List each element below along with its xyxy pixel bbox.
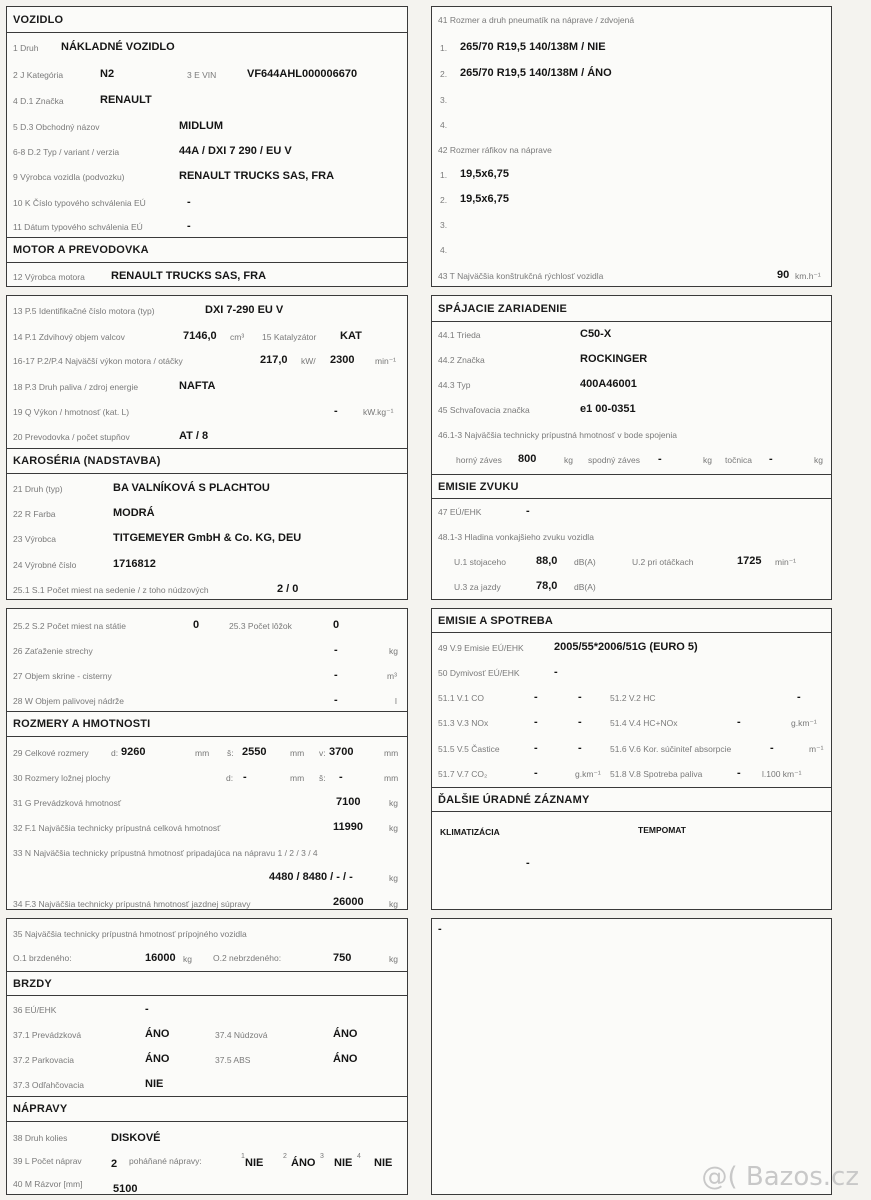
unit-kg-o2: kg (389, 954, 398, 964)
value-brzdy-euehk: - (145, 1003, 149, 1015)
value-lozka: 0 (333, 619, 340, 631)
unit-m3: m³ (387, 671, 397, 681)
rafik-2-num: 2. (440, 195, 448, 205)
naprava-2-num: 2 (283, 1153, 287, 1160)
naprava-4-num: 4 (357, 1153, 361, 1160)
unit-mm-3: mm (384, 748, 399, 758)
value-tocnica: - (769, 453, 773, 465)
label-51-4: 51.4 V.4 HC+NOx (610, 718, 678, 728)
motor-prevodovka-header: MOTOR A PREVODOVKA (7, 237, 407, 263)
label-42: 42 Rozmer ráfikov na náprave (438, 145, 552, 155)
label-51-5: 51.5 V.5 Častice (438, 744, 500, 754)
unit-kg-tc: kg (814, 455, 823, 465)
label-u3: U.3 za jazdy (454, 582, 501, 592)
label-49: 49 V.9 Emisie EÚ/EHK (438, 643, 524, 653)
value-druh-kolies: DISKOVÉ (111, 1132, 161, 1144)
label-29-s: š: (227, 748, 234, 758)
label-15: 15 Katalyzátor (262, 332, 317, 342)
unit-kg-hz: kg (564, 455, 573, 465)
label-31: 31 G Prevádzková hmotnosť (13, 798, 122, 808)
value-znacka: RENAULT (100, 94, 152, 106)
zaznam-klimatizacia: KLIMATIZÁCIA (440, 827, 500, 837)
value-otacky: 2300 (330, 354, 355, 366)
unit-mm-5: mm (384, 773, 399, 783)
napravy-header: NÁPRAVY (7, 1096, 407, 1122)
vozidlo-panel (6, 6, 408, 287)
label-28: 28 W Objem palivovej nádrže (13, 696, 125, 706)
zvuk-header: EMISIE ZVUKU (432, 474, 831, 499)
label-29-v: v: (319, 748, 326, 758)
label-9: 9 Výrobca vozidla (podvozku) (13, 172, 125, 182)
rozmery-panel (6, 608, 408, 910)
value-lozna-sirka: - (339, 771, 343, 783)
value-hcnox: - (737, 716, 741, 728)
label-4: 4 D.1 Značka (13, 96, 64, 106)
unit-mm-2: mm (290, 748, 305, 758)
value-nadrz: - (334, 694, 338, 706)
label-19: 19 Q Výkon / hmotnosť (kat. L) (13, 407, 130, 417)
value-vyrobca-motora: RENAULT TRUCKS SAS, FRA (111, 270, 267, 282)
unit-nox: - (578, 716, 582, 728)
value-naprava-1: NIE (245, 1157, 264, 1169)
naprava-1-num: 1 (241, 1153, 245, 1160)
unit-kg-32: kg (389, 823, 398, 833)
empty-panel (431, 918, 832, 1195)
unit-l: l (395, 696, 397, 706)
value-farba: MODRÁ (113, 507, 155, 519)
label-39: 39 L Počet náprav (13, 1156, 82, 1166)
label-16: 16-17 P.2/P.4 Najväčší výkon motora / otáčky (13, 356, 183, 366)
label-44-1: 44.1 Trieda (438, 330, 481, 340)
rafik-3-num: 3. (440, 220, 448, 230)
unit-dba-1: dB(A) (574, 557, 596, 567)
label-o2: O.2 nebrzdeného: (213, 953, 282, 963)
value-karoseria-vyrobca: TITGEMEYER GmbH & Co. KG, DEU (113, 532, 302, 544)
label-26: 26 Zaťaženie strechy (13, 646, 93, 656)
value-obchodny-nazov: MIDLUM (179, 120, 223, 132)
unit-dba-2: dB(A) (574, 582, 596, 592)
label-34: 34 F.3 Najväčšia technicky prípustná hmotnosť jazdnej súpravy (13, 899, 251, 909)
value-miesta-statie: 0 (193, 619, 200, 631)
value-trieda: C50-X (580, 328, 612, 340)
label-35: 35 Najväčšia technicky prípustná hmotnosť prípojného vozidla (13, 929, 247, 939)
value-datum-schvalenia: - (187, 220, 191, 232)
unit-kwkg: kW.kg⁻¹ (363, 407, 394, 417)
label-25-3: 25.3 Počet lôžok (229, 621, 292, 631)
label-29-d: d: (111, 748, 119, 758)
value-vyrobca: RENAULT TRUCKS SAS, FRA (179, 170, 335, 182)
label-horny-zaves: horný záves (456, 455, 502, 465)
label-51-1: 51.1 V.1 CO (438, 693, 484, 703)
label-13: 13 P.5 Identifikačné číslo motora (typ) (13, 306, 155, 316)
value-dlzka: 9260 (121, 746, 146, 758)
value-vin: VF644AHL000006670 (247, 68, 358, 80)
value-brzdeneho: 16000 (145, 952, 176, 964)
value-rafik-2: 19,5x6,75 (460, 193, 509, 205)
spajacie-header: SPÁJACIE ZARIADENIE (432, 296, 831, 322)
value-pneu-2: 265/70 R19,5 140/138M / ÁNO (460, 67, 612, 79)
value-spodny-zaves: - (658, 453, 662, 465)
value-druh: NÁKLADNÉ VOZIDLO (61, 41, 175, 53)
label-24: 24 Výrobné číslo (13, 560, 77, 570)
pneu-4-num: 4. (440, 120, 448, 130)
naprava-3-num: 3 (320, 1153, 324, 1160)
label-3: 3 E VIN (187, 70, 217, 80)
label-21: 21 Druh (typ) (13, 484, 63, 494)
label-41: 41 Rozmer a druh pneumatík na náprave / zdvojená (438, 15, 635, 25)
value-rafik-1: 19,5x6,75 (460, 168, 509, 180)
value-pocet-naprav: 2 (111, 1158, 118, 1170)
unit-castice: - (578, 742, 582, 754)
value-katalyzator: KAT (340, 330, 362, 342)
value-prevadzkova: ÁNO (145, 1028, 170, 1040)
brzdy-napravy-panel (6, 918, 408, 1195)
label-12: 12 Výrobca motora (13, 272, 85, 282)
label-48: 48.1-3 Hladina vonkajšieho zvuku vozidla (438, 532, 594, 542)
unit-kw: kW/ (301, 356, 316, 366)
label-44-3: 44.3 Typ (438, 380, 471, 390)
value-motor-id: DXI 7-290 EU V (205, 304, 284, 316)
pneumatiky-panel (431, 6, 832, 287)
label-37-1: 37.1 Prevádzková (13, 1030, 82, 1040)
value-pneu-1: 265/70 R19,5 140/138M / NIE (460, 41, 606, 53)
label-u2: U.2 pri otáčkach (632, 557, 694, 567)
value-schval-znacka: e1 00-0351 (580, 403, 636, 415)
label-1: 1 Druh (13, 43, 39, 53)
label-36: 36 EÚ/EHK (13, 1005, 57, 1015)
value-za-jazdy: 78,0 (536, 580, 558, 592)
value-objem-skrine: - (334, 669, 338, 681)
label-u1: U.1 stojaceho (454, 557, 506, 567)
spotreba-header: EMISIE A SPOTREBA (432, 609, 831, 633)
value-zvuk-euehk: - (526, 505, 530, 517)
value-naprava-4: NIE (374, 1157, 393, 1169)
unit-mm-4: mm (290, 773, 305, 783)
value-kategoria: N2 (100, 68, 115, 80)
value-dymivost: - (554, 666, 558, 678)
value-nox: - (534, 716, 538, 728)
value-stojaceho: 88,0 (536, 555, 558, 567)
label-32: 32 F.1 Najväčšia technicky prípustná celková hmotnosť (13, 823, 221, 833)
label-50: 50 Dymivosť EÚ/EHK (438, 668, 520, 678)
label-25-2: 25.2 S.2 Počet miest na státie (13, 621, 126, 631)
label-22: 22 R Farba (13, 509, 56, 519)
value-castice: - (534, 742, 538, 754)
label-51-2: 51.2 V.2 HC (610, 693, 656, 703)
label-tocnica: točnica (725, 455, 752, 465)
pneu-1-num: 1. (440, 43, 448, 53)
unit-kg-34: kg (389, 899, 398, 909)
spajacie-zvuk-panel (431, 295, 832, 600)
value-vykon: 217,0 (260, 354, 288, 366)
value-typ: 44A / DXI 7 290 / EU V (179, 145, 292, 157)
label-5: 5 D.3 Obchodný názov (13, 122, 100, 132)
value-rychlost: 90 (777, 269, 790, 281)
unit-gkm-2: g.km⁻¹ (575, 769, 601, 779)
label-51-8: 51.8 V.8 Spotreba paliva (610, 769, 703, 779)
value-pri-otackach: 1725 (737, 555, 762, 567)
unit-mm-1: mm (195, 748, 210, 758)
unit-m-1: m⁻¹ (809, 744, 824, 754)
value-nebrzdeneho: 750 (333, 952, 352, 964)
value-sirka: 2550 (242, 746, 267, 758)
rafik-1-num: 1. (440, 170, 448, 180)
unit-kmh: km.h⁻¹ (795, 271, 821, 281)
unit-cm3: cm³ (230, 332, 245, 342)
value-spaj-znacka: ROCKINGER (580, 353, 648, 365)
label-30-s: š: (319, 773, 326, 783)
zaznamy-header: ĎALŠIE ÚRADNÉ ZÁZNAMY (432, 787, 831, 812)
value-prevadzkova-hmotnost: 7100 (336, 796, 361, 808)
karoseria-header: KAROSÉRIA (NADSTAVBA) (7, 448, 407, 474)
value-vyrobne-cislo: 1716812 (113, 558, 156, 570)
value-karoseria-druh: BA VALNÍKOVÁ S PLACHTOU (113, 482, 270, 494)
value-horny-zaves: 800 (518, 453, 537, 465)
rozmery-header: ROZMERY A HMOTNOSTI (7, 711, 407, 737)
unit-kg-31: kg (389, 798, 398, 808)
zaznam-tempomat: TEMPOMAT (638, 825, 687, 835)
value-abs: ÁNO (333, 1053, 358, 1065)
value-miesta-sedenie: 2 / 0 (277, 583, 299, 595)
value-co: - (534, 691, 538, 703)
label-38: 38 Druh kolies (13, 1133, 68, 1143)
unit-kg-sz: kg (703, 455, 712, 465)
brzdy-header: BRZDY (7, 971, 407, 996)
value-celkova-hmotnost: 11990 (333, 821, 363, 833)
label-23: 23 Výrobca (13, 534, 56, 544)
value-spotreba-paliva: - (737, 767, 741, 779)
value-objem: 7146,0 (183, 330, 217, 342)
label-33: 33 N Najväčšia technicky prípustná hmotnosť pripadajúca na nápravu 1 / 2 / 3 / 4 (13, 848, 318, 858)
label-47: 47 EÚ/EHK (438, 507, 482, 517)
emisie-zaznamy-panel (431, 608, 832, 910)
label-51-7: 51.7 V.7 CO₂ (438, 769, 488, 779)
value-naprava-3: NIE (334, 1157, 353, 1169)
value-emisie: 2005/55*2006/51G (EURO 5) (554, 641, 698, 653)
label-27: 27 Objem skrine - cisterny (13, 671, 112, 681)
label-46: 46.1-3 Najväčšia technicky prípustná hmotnosť v bode spojenia (438, 430, 677, 440)
label-30-d: d: (226, 773, 234, 783)
unit-kg-o1: kg (183, 954, 192, 964)
zaznam-dash: - (526, 857, 530, 869)
label-20: 20 Prevodovka / počet stupňov (13, 432, 130, 442)
value-hc: - (797, 691, 801, 703)
value-palivo: NAFTA (179, 380, 216, 392)
unit-min: min⁻¹ (375, 356, 397, 366)
value-spaj-typ: 400A46001 (580, 378, 637, 390)
label-40: 40 M Rázvor [mm] (13, 1179, 83, 1189)
label-37-2: 37.2 Parkovacia (13, 1055, 74, 1065)
value-vyska: 3700 (329, 746, 354, 758)
value-nudzova: ÁNO (333, 1028, 358, 1040)
value-parkovacia: ÁNO (145, 1053, 170, 1065)
label-44-2: 44.2 Značka (438, 355, 485, 365)
pneu-2-num: 2. (440, 69, 448, 79)
label-11: 11 Dátum typového schválenia EÚ (13, 222, 143, 232)
value-vykon-hmotnost: - (334, 405, 338, 417)
value-lozna-dlzka: - (243, 771, 247, 783)
label-45: 45 Schvaľovacia značka (438, 405, 530, 415)
label-51-6: 51.6 V.6 Kor. súčiniteľ absorpcie (610, 744, 732, 754)
unit-kg-33: kg (389, 873, 398, 883)
label-o1: O.1 brzdeného: (13, 953, 72, 963)
rafik-4-num: 4. (440, 245, 448, 255)
value-zatazenie: - (334, 644, 338, 656)
empty-dash: - (438, 923, 442, 935)
unit-kg-26: kg (389, 646, 398, 656)
label-18: 18 P.3 Druh paliva / zdroj energie (13, 382, 139, 392)
unit-gkm-1: g.km⁻¹ (791, 718, 817, 728)
value-cislo-schvalenia: - (187, 196, 191, 208)
label-30: 30 Rozmery ložnej plochy (13, 773, 111, 783)
label-37-5: 37.5 ABS (215, 1055, 251, 1065)
unit-co: - (578, 691, 582, 703)
label-37-3: 37.3 Odľahčovacia (13, 1080, 84, 1090)
unit-l100km: l.100 km⁻¹ (762, 769, 802, 779)
motor-karoseria-panel (6, 295, 408, 600)
vozidlo-header: VOZIDLO (7, 7, 407, 33)
label-51-3: 51.3 V.3 NOx (438, 718, 489, 728)
value-absorpcia: - (770, 742, 774, 754)
value-prevodovka: AT / 8 (179, 430, 209, 442)
value-co2: - (534, 767, 538, 779)
pneu-3-num: 3. (440, 95, 448, 105)
label-43: 43 T Najväčšia konštrukčná rýchlosť vozidla (438, 271, 604, 281)
unit-min-zvuk: min⁻¹ (775, 557, 797, 567)
value-naprava-2: ÁNO (291, 1157, 316, 1169)
label-25: 25.1 S.1 Počet miest na sedenie / z toho núdzových (13, 585, 209, 595)
label-37-4: 37.4 Núdzová (215, 1030, 268, 1040)
value-odlahcovacia: NIE (145, 1078, 164, 1090)
watermark: @( Bazos.cz (701, 1162, 859, 1192)
label-10: 10 K Číslo typového schválenia EÚ (13, 198, 146, 208)
value-razvor: 5100 (113, 1183, 138, 1195)
label-6: 6-8 D.2 Typ / variant / verzia (13, 147, 120, 157)
label-14: 14 P.1 Zdvihový objem valcov (13, 332, 125, 342)
label-spodny-zaves: spodný záves (588, 455, 640, 465)
label-pohanane: poháňané nápravy: (129, 1156, 202, 1166)
value-hmotnost-supravy: 26000 (333, 896, 364, 908)
label-29: 29 Celkové rozmery (13, 748, 89, 758)
value-hmotnost-naprava: 4480 / 8480 / - / - (269, 871, 353, 883)
label-2: 2 J Kategória (13, 70, 64, 80)
